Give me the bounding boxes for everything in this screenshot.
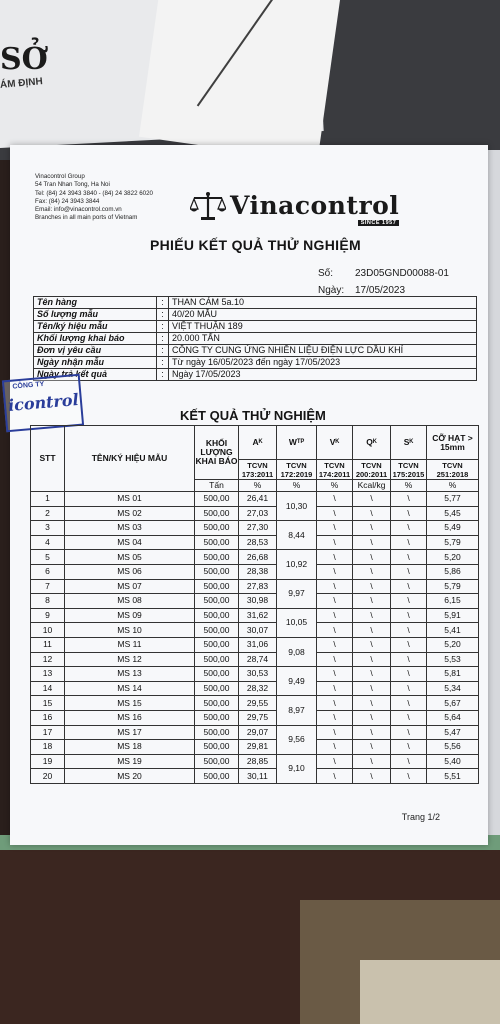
cell-sulfur: \ [391,506,427,521]
cell-sulfur: \ [391,564,427,579]
info-value: 20.000 TẤN [169,333,477,345]
cell-ash: 29,55 [239,696,277,711]
document-date [318,285,405,296]
table-row [31,696,479,711]
table-row [31,506,479,521]
cell-moisture: 8,44 [277,521,317,550]
cell-mass: 500,00 [195,667,239,682]
cell-mass: 500,00 [195,535,239,550]
cell-sulfur: \ [391,550,427,565]
header-ash: Aᴷ [239,426,277,460]
standard-particle-size: TCVN 251:2018 [427,460,479,480]
cell-calorific: \ [353,769,391,784]
cell-sample-name: MS 14 [65,681,195,696]
cell-volatile: \ [317,696,353,711]
cell-particle-size: 5,20 [427,550,479,565]
cell-mass: 500,00 [195,550,239,565]
scales-icon [190,191,226,221]
cell-calorific: \ [353,740,391,755]
cell-stt: 1 [31,492,65,507]
cell-sample-name: MS 19 [65,754,195,769]
info-label: Tên/ký hiệu mẫu [34,321,157,333]
unit-calorific: Kcal/kg [353,480,391,492]
cell-moisture: 9,56 [277,725,317,754]
cell-sulfur: \ [391,608,427,623]
info-label: Tên hàng [34,297,157,309]
info-label: Ngày trả kết quả [34,369,157,381]
address-line: Branches in all main ports of Vietnam [35,214,138,222]
cell-calorific: \ [353,594,391,609]
cell-particle-size: 5,47 [427,725,479,740]
cell-stt: 3 [31,521,65,536]
cell-particle-size: 6,15 [427,594,479,609]
cell-stt: 2 [31,506,65,521]
cell-calorific: \ [353,696,391,711]
cell-sample-name: MS 15 [65,696,195,711]
header-stt: STT [31,426,65,492]
cell-sulfur: \ [391,696,427,711]
cell-volatile: \ [317,652,353,667]
standard-volatile: TCVN 174:2011 [317,460,353,480]
cell-volatile: \ [317,681,353,696]
table-row [31,754,479,769]
cell-mass: 500,00 [195,506,239,521]
info-row [34,333,477,345]
cell-stt: 20 [31,769,65,784]
info-colon: : [157,297,169,309]
table-row [31,579,479,594]
standard-moisture: TCVN 172:2019 [277,460,317,480]
results-title: KẾT QUẢ THỬ NGHIỆM [180,408,326,423]
cell-sulfur: \ [391,637,427,652]
cell-particle-size: 5,40 [427,754,479,769]
cell-ash: 31,62 [239,608,277,623]
cell-stt: 19 [31,754,65,769]
document-date-label: Ngày: [318,285,345,296]
company-stamp [2,374,84,433]
table-row [31,637,479,652]
document-date-value: 17/05/2023 [355,285,406,296]
cell-sulfur: \ [391,521,427,536]
unit-moisture: % [277,480,317,492]
cell-particle-size: 5,77 [427,492,479,507]
stamp-line-1: CÔNG TY [12,380,45,391]
cell-calorific: \ [353,725,391,740]
cell-sample-name: MS 08 [65,594,195,609]
cell-ash: 27,30 [239,521,277,536]
table-row [31,594,479,609]
info-value: THAN CÁM 5a.10 [169,297,477,309]
stamp-line-2: icontrol [7,389,80,416]
cell-sample-name: MS 04 [65,535,195,550]
cell-sample-name: MS 03 [65,521,195,536]
cell-mass: 500,00 [195,594,239,609]
cell-calorific: \ [353,652,391,667]
cell-sample-name: MS 10 [65,623,195,638]
info-colon: : [157,357,169,369]
cell-mass: 500,00 [195,681,239,696]
cell-particle-size: 5,51 [427,769,479,784]
standard-sulfur: TCVN 175:2015 [391,460,427,480]
logo-since-badge: SINCE 1957 [358,220,400,226]
cell-particle-size: 5,41 [427,623,479,638]
results-table [30,425,479,784]
cell-sulfur: \ [391,652,427,667]
cell-sample-name: MS 07 [65,579,195,594]
cell-particle-size: 5,86 [427,564,479,579]
cell-sulfur: \ [391,710,427,725]
cell-sulfur: \ [391,754,427,769]
info-value: VIỆT THUẬN 189 [169,321,477,333]
info-colon: : [157,309,169,321]
cell-volatile: \ [317,535,353,550]
cell-calorific: \ [353,681,391,696]
info-colon: : [157,369,169,381]
header-volatile: Vᴷ [317,426,353,460]
cell-particle-size: 5,81 [427,667,479,682]
document-number-value: 23D05GND00088-01 [355,268,449,279]
cell-particle-size: 5,67 [427,696,479,711]
cell-sample-name: MS 02 [65,506,195,521]
table-row [31,725,479,740]
address-line: Email: info@vinacontrol.com.vn [35,206,122,214]
cell-ash: 28,85 [239,754,277,769]
cell-mass: 500,00 [195,754,239,769]
table-row [31,535,479,550]
info-row [34,297,477,309]
header-calorific: Qᴷ [353,426,391,460]
cell-volatile: \ [317,492,353,507]
cell-volatile: \ [317,710,353,725]
cell-volatile: \ [317,564,353,579]
unit-sulfur: % [391,480,427,492]
cell-ash: 30,07 [239,623,277,638]
info-label: Ngày nhận mẫu [34,357,157,369]
cell-sulfur: \ [391,594,427,609]
cell-moisture: 10,30 [277,492,317,521]
cell-sample-name: MS 13 [65,667,195,682]
cell-calorific: \ [353,506,391,521]
logo-wordmark: Vinacontrol [230,191,400,220]
unit-particle-size: % [427,480,479,492]
cell-calorific: \ [353,550,391,565]
table-row [31,521,479,536]
cell-ash: 29,75 [239,710,277,725]
standard-calorific: TCVN 200:2011 [353,460,391,480]
cell-sulfur: \ [391,579,427,594]
info-row [34,321,477,333]
header-sample-name: TÊN/KÝ HIỆU MẪU [65,426,195,492]
page-number: Trang 1/2 [401,812,440,822]
cell-calorific: \ [353,623,391,638]
table-row [31,608,479,623]
cell-sample-name: MS 05 [65,550,195,565]
cell-stt: 15 [31,696,65,711]
cell-sample-name: MS 17 [65,725,195,740]
cell-volatile: \ [317,769,353,784]
cell-moisture: 8,97 [277,696,317,725]
cell-ash: 28,38 [239,564,277,579]
cell-mass: 500,00 [195,710,239,725]
cell-calorific: \ [353,535,391,550]
background-floor-light [360,960,500,1024]
info-row [34,309,477,321]
cell-particle-size: 5,49 [427,521,479,536]
cell-sample-name: MS 20 [65,769,195,784]
unit-volatile: % [317,480,353,492]
cell-stt: 6 [31,564,65,579]
cell-calorific: \ [353,637,391,652]
cell-calorific: \ [353,608,391,623]
cell-mass: 500,00 [195,637,239,652]
cell-sulfur: \ [391,535,427,550]
cell-ash: 30,53 [239,667,277,682]
cell-particle-size: 5,79 [427,535,479,550]
info-colon: : [157,321,169,333]
cell-stt: 14 [31,681,65,696]
info-colon: : [157,345,169,357]
cell-volatile: \ [317,623,353,638]
cell-ash: 29,07 [239,725,277,740]
cell-ash: 28,32 [239,681,277,696]
cell-mass: 500,00 [195,521,239,536]
info-label: Đơn vị yêu cầu [34,345,157,357]
info-row [34,345,477,357]
header-sulfur: Sᴷ [391,426,427,460]
cell-volatile: \ [317,521,353,536]
info-label: Số lượng mẫu [34,309,157,321]
cell-sample-name: MS 01 [65,492,195,507]
cell-sample-name: MS 16 [65,710,195,725]
cell-volatile: \ [317,579,353,594]
cell-mass: 500,00 [195,696,239,711]
cell-sample-name: MS 12 [65,652,195,667]
cell-stt: 9 [31,608,65,623]
cell-stt: 4 [31,535,65,550]
header-moisture: Wᵀᴾ [277,426,317,460]
cell-ash: 27,83 [239,579,277,594]
cell-calorific: \ [353,492,391,507]
cell-particle-size: 5,53 [427,652,479,667]
cell-sample-name: MS 18 [65,740,195,755]
table-row [31,667,479,682]
table-row [31,652,479,667]
document-title: PHIẾU KẾT QUẢ THỬ NGHIỆM [150,237,361,253]
sample-info-table [33,296,477,381]
table-row [31,492,479,507]
header-particle-size: CỠ HẠT > 15mm [427,426,479,460]
cell-particle-size: 5,34 [427,681,479,696]
cell-sulfur: \ [391,740,427,755]
cell-volatile: \ [317,637,353,652]
cell-sulfur: \ [391,725,427,740]
cell-mass: 500,00 [195,623,239,638]
cell-moisture: 9,97 [277,579,317,608]
info-colon: : [157,333,169,345]
cell-mass: 500,00 [195,608,239,623]
cell-moisture: 9,49 [277,667,317,696]
table-row [31,681,479,696]
cell-calorific: \ [353,754,391,769]
cell-stt: 16 [31,710,65,725]
table-row [31,710,479,725]
cell-moisture: 10,05 [277,608,317,637]
cell-mass: 500,00 [195,564,239,579]
table-row [31,740,479,755]
header-declared-mass: KHỐI LƯỢNG KHAI BÁO [195,426,239,480]
cell-ash: 30,98 [239,594,277,609]
unit-mass: Tấn [195,480,239,492]
cell-stt: 7 [31,579,65,594]
cell-moisture: 9,10 [277,754,317,783]
cell-volatile: \ [317,506,353,521]
table-row [31,623,479,638]
cell-stt: 18 [31,740,65,755]
vinacontrol-logo [190,191,400,226]
cell-stt: 10 [31,623,65,638]
cell-mass: 500,00 [195,492,239,507]
cell-calorific: \ [353,521,391,536]
table-row [31,564,479,579]
cell-ash: 28,74 [239,652,277,667]
cell-ash: 30,11 [239,769,277,784]
cell-ash: 27,03 [239,506,277,521]
cell-mass: 500,00 [195,652,239,667]
info-label: Khối lượng khai báo [34,333,157,345]
cell-sulfur: \ [391,492,427,507]
cell-volatile: \ [317,550,353,565]
cell-calorific: \ [353,564,391,579]
company-address-block [35,173,153,223]
cell-sample-name: MS 11 [65,637,195,652]
background-doc-text: SỞ [0,42,48,77]
cell-sulfur: \ [391,681,427,696]
cell-moisture: 9,08 [277,637,317,666]
cell-volatile: \ [317,667,353,682]
cell-volatile: \ [317,740,353,755]
cell-volatile: \ [317,608,353,623]
cell-stt: 13 [31,667,65,682]
cell-volatile: \ [317,594,353,609]
info-value: 40/20 MẪU [169,309,477,321]
cell-moisture: 10,92 [277,550,317,579]
cell-ash: 29,81 [239,740,277,755]
cell-ash: 26,41 [239,492,277,507]
cell-stt: 12 [31,652,65,667]
cell-sample-name: MS 06 [65,564,195,579]
info-row [34,369,477,381]
cell-mass: 500,00 [195,725,239,740]
unit-ash: % [239,480,277,492]
cell-sulfur: \ [391,769,427,784]
cell-calorific: \ [353,667,391,682]
table-row [31,550,479,565]
cell-particle-size: 5,20 [427,637,479,652]
document-number [318,268,449,279]
document-number-label: Số: [318,268,334,279]
cell-stt: 8 [31,594,65,609]
cell-stt: 5 [31,550,65,565]
cell-volatile: \ [317,725,353,740]
address-line: Vinacontrol Group [35,173,85,180]
cell-ash: 31,06 [239,637,277,652]
background-doc-subtext: ÁM ĐỊNH [0,76,44,91]
address-line: 54 Tran Nhan Tong, Ha Noi [35,181,110,189]
cell-particle-size: 5,91 [427,608,479,623]
cell-volatile: \ [317,754,353,769]
document-sheet [7,145,488,845]
cell-ash: 26,68 [239,550,277,565]
cell-calorific: \ [353,579,391,594]
cell-sample-name: MS 09 [65,608,195,623]
address-line: Tel: (84) 24 3943 3840 - (84) 24 3822 6020 [35,189,153,197]
cell-particle-size: 5,45 [427,506,479,521]
table-row [31,769,479,784]
cell-particle-size: 5,79 [427,579,479,594]
info-value: CÔNG TY CUNG ỨNG NHIÊN LIỆU ĐIỆN LỰC DẦU KHÍ [169,345,477,357]
info-row [34,357,477,369]
standard-ash: TCVN 173:2011 [239,460,277,480]
address-line: Fax: (84) 24 3943 3844 [35,197,100,205]
cell-sulfur: \ [391,667,427,682]
cell-mass: 500,00 [195,740,239,755]
cell-stt: 17 [31,725,65,740]
cell-sulfur: \ [391,623,427,638]
info-value: Ngày 17/05/2023 [169,369,477,381]
cell-calorific: \ [353,710,391,725]
cell-particle-size: 5,56 [427,740,479,755]
cell-mass: 500,00 [195,769,239,784]
cell-particle-size: 5,64 [427,710,479,725]
cell-mass: 500,00 [195,579,239,594]
info-value: Từ ngày 16/05/2023 đến ngày 17/05/2023 [169,357,477,369]
cell-ash: 28,53 [239,535,277,550]
cell-stt: 11 [31,637,65,652]
